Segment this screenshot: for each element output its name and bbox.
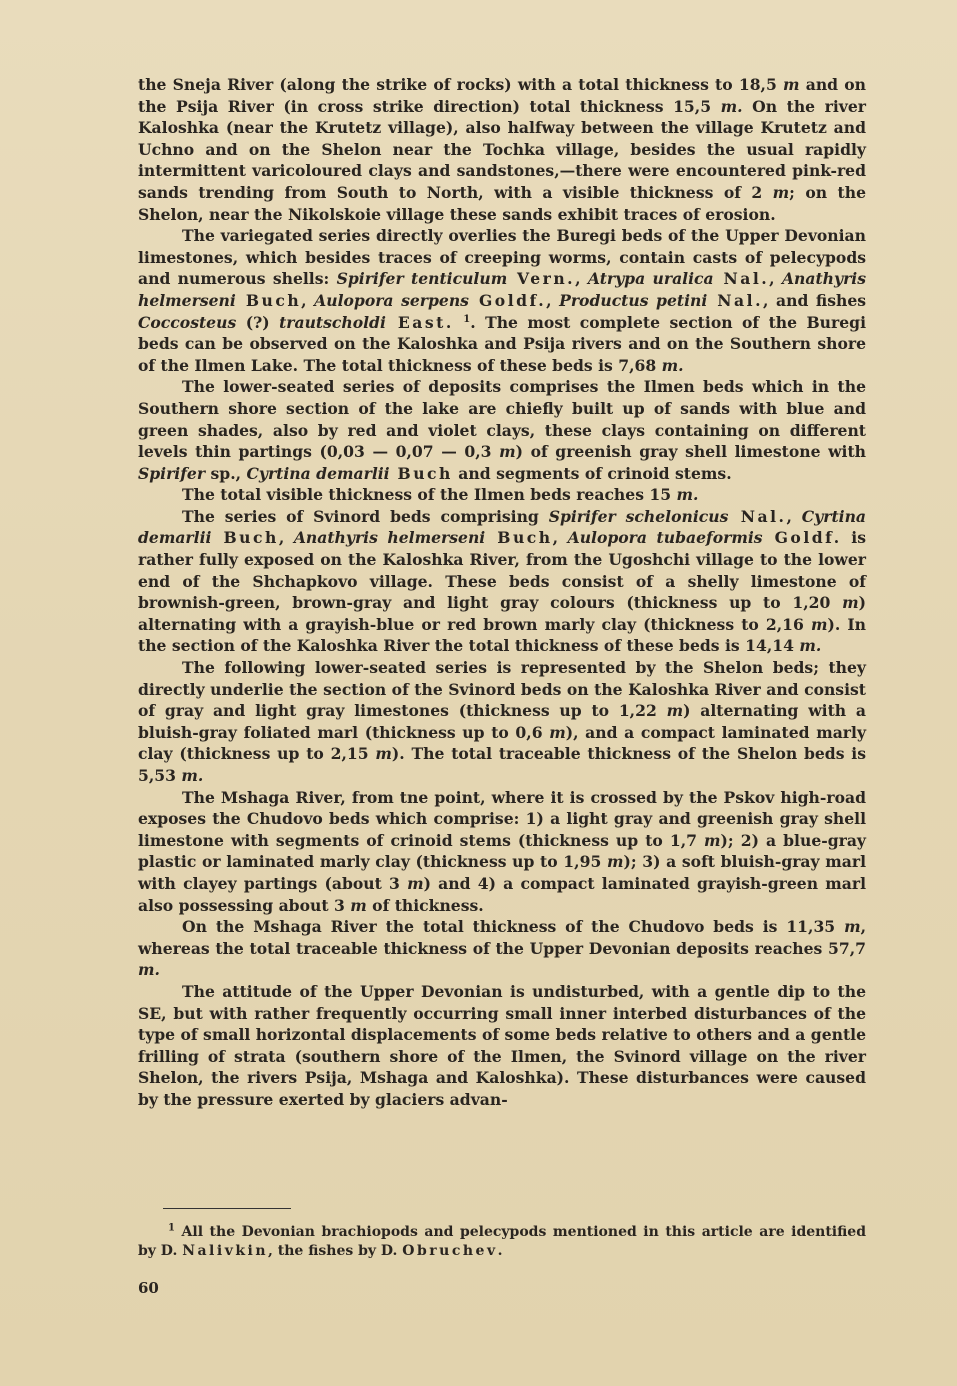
author-name: Goldf. xyxy=(762,528,842,548)
footnote-mark: 1 xyxy=(168,1222,175,1234)
italic-text: Cyrtina demarlii xyxy=(246,463,390,483)
text-run: , whereas the total traceable thickness of the Upper Devonian deposits reaches 57,7 xyxy=(138,917,866,958)
footnote-rule xyxy=(163,1208,291,1209)
text-run: ) of greenish gray shell limestone with xyxy=(515,442,866,462)
footnote xyxy=(138,1223,866,1261)
body-text xyxy=(138,74,866,1111)
text-run xyxy=(454,313,463,332)
page-number: 60 xyxy=(138,1279,159,1297)
text-run: , xyxy=(546,290,560,310)
author-name: Obruchev xyxy=(402,1243,498,1259)
author-name: Buch xyxy=(389,463,453,483)
text-run: ); 3) a soft bluish-gray marl with clayey partings (about 3 xyxy=(138,852,866,893)
text-run: The following lower-seated series is represented by the Shelon beds; they directly underlie the section of the Svinord beds on the Kaloshka River and consist of gray and light gray limestones (thickness up to 1,22 xyxy=(138,658,866,721)
paragraph xyxy=(138,506,866,657)
italic-text: m. xyxy=(676,485,699,505)
italic-text: Spirifer schelonicus xyxy=(548,506,729,526)
italic-text: m. xyxy=(138,960,160,980)
author-name: Nal. xyxy=(713,269,770,289)
text-run: , xyxy=(575,269,588,289)
italic-text: Atrypa uralica xyxy=(587,269,714,289)
italic-text: Anathyris helmerseni xyxy=(138,269,866,310)
paragraph xyxy=(138,981,866,1111)
paragraph xyxy=(138,484,866,506)
italic-text: m. xyxy=(799,636,822,656)
text-run: ), and a compact laminated marly clay (thickness up to 2,15 xyxy=(138,722,866,764)
italic-text: m xyxy=(350,895,367,915)
text-run: , xyxy=(278,528,294,548)
italic-text: Aulopora serpens xyxy=(314,290,469,310)
text-run: . The most complete section of the Buregi beds can be observed on the Kaloshka and Psija rivers and on the Southern shore of the Ilmen Lake. The total thickness of these beds is 7,68 xyxy=(138,312,866,375)
author-name: Buch xyxy=(235,290,302,310)
italic-text: Productus petini xyxy=(559,290,708,310)
italic-text: Anathyris helmerseni xyxy=(293,528,486,548)
italic-text: Spirifer tenticulum xyxy=(336,269,508,289)
italic-text: Coccosteus xyxy=(138,312,237,332)
italic-text: m xyxy=(606,852,624,872)
text-run: On the river Kaloshka (near the Krutetz village), also halfway between the village Krutetz and Uchno and on the Shelon near the Tochka village, besides the usual rapidly intermittent varicoloured clays and sandstones,—there were encountered pink-red sands trending from South to North, with a visible thickness of 2 xyxy=(138,96,866,202)
italic-text: Cyrtina demarlii xyxy=(138,506,867,548)
italic-text: m xyxy=(844,917,861,937)
paragraph xyxy=(138,225,866,376)
paragraph xyxy=(138,657,866,787)
text-run: The Mshaga River, from tne point, where it is crossed by the Pskov high-road exposes the Chudovo beds which comprise: 1) a light gray and greenish gray shell limestone with segments of crinoid stems (thickness up to 1,7 xyxy=(138,787,866,850)
text-run: , xyxy=(301,290,315,310)
text-run: On the Mshaga River the total thickness of the Chudovo beds is 11,35 xyxy=(182,917,845,937)
paragraph xyxy=(138,916,866,981)
italic-text: m xyxy=(810,614,828,634)
text-run: ) alternating with a grayish-blue or red brown marly clay (thickness to 2,16 xyxy=(138,593,866,634)
author-name: Buch xyxy=(485,528,553,548)
text-run: and on the Psija River (in cross strike direction) total thickness 15,5 xyxy=(138,75,866,116)
text-run: the Sneja River (along the strike of rocks) with a total thickness to 18,5 xyxy=(138,75,784,94)
italic-text: m xyxy=(499,442,516,462)
italic-text: Aulopora tubaeformis xyxy=(567,528,763,548)
author-name: Nal. xyxy=(728,506,787,526)
text-run: of thickness. xyxy=(366,895,484,915)
italic-text: m. xyxy=(720,96,743,116)
text-run: The attitude of the Upper Devonian is undisturbed, with a gentle dip to the SE, but with rather frequently occurring small inner interbed disturbances of the type of small horizontal displacements of some beds relative to others and a gentle frilling of strata (southern shore of the Ilmen, the Svinord village on the river Shelon, the rivers Psija, Mshaga and Kaloshka). These disturbances were caused by the pressure exerted by glaciers advan- xyxy=(138,981,867,1109)
author-name: Vern. xyxy=(507,269,576,289)
italic-text: m xyxy=(704,830,721,850)
text-run: , xyxy=(552,528,568,548)
text-run: All the Devonian brachiopods and pelecypods mentioned in this article are identified by D. xyxy=(138,1224,866,1259)
text-run: The lower-seated series of deposits comprises the Ilmen beds which in the Southern shore section of the lake are chiefly built up of sands with blue and green shades, also by red and violet clays, these clays containing on different levels thin partings (0,03 — 0,07 — 0,3 xyxy=(138,377,866,462)
footnote-mark: 1 xyxy=(463,313,471,325)
text-run: The series of Svinord beds comprising xyxy=(182,506,549,526)
text-run: sp., xyxy=(205,463,247,483)
paragraph xyxy=(138,787,866,917)
paragraph xyxy=(138,376,866,484)
text-run: ). In the section of the Kaloshka River the total thickness of these beds is 14,14 xyxy=(138,614,866,656)
text-run: and segments of crinoid stems. xyxy=(452,463,732,483)
text-run: is rather fully exposed on the Kaloshka River, from the Ugoshchi village to the lower end of the Shchapkovo village. These beds consist of a shelly limestone of brownish-green, brown-gray and light gray colours (thickness up to 1,20 xyxy=(138,528,866,613)
text-run: , the fishes by D. xyxy=(268,1243,403,1259)
italic-text: trautscholdi xyxy=(279,312,386,332)
text-run: The variegated series directly overlies the Buregi beds of the Upper Devonian limestones, which besides traces of creeping worms, contain casts of pelecypods and numerous shells: xyxy=(138,226,866,289)
text-run: ) and 4) a compact laminated grayish-green marl also possessing about 3 xyxy=(138,873,866,915)
italic-text: m xyxy=(407,873,424,893)
italic-text: m xyxy=(783,75,800,94)
text-run: ) alternating with a bluish-gray foliated marl (thickness up to 0,6 xyxy=(138,701,866,742)
text-run: ); 2) a blue-gray plastic or laminated marly clay (thickness up to 1,95 xyxy=(138,830,866,872)
paragraph xyxy=(138,74,866,225)
italic-text: m. xyxy=(181,766,204,785)
author-name: Buch xyxy=(211,528,279,548)
italic-text: m xyxy=(772,182,790,202)
text-run: , xyxy=(786,506,802,526)
italic-text: m. xyxy=(661,355,684,375)
author-name: Nal. xyxy=(707,290,764,310)
text-run: , xyxy=(769,269,782,289)
text-run: , and fishes xyxy=(763,290,867,310)
italic-text: m xyxy=(375,744,392,764)
text-run: ; on the Shelon, near the Nikolskoie village these sands exhibit traces of erosion. xyxy=(138,182,866,224)
author-name: East. xyxy=(385,312,454,332)
italic-text: Spirifer xyxy=(138,463,206,483)
text-run: . xyxy=(497,1243,503,1259)
italic-text: m xyxy=(666,701,684,721)
author-name: Goldf. xyxy=(468,290,547,310)
author-name: Nalivkin xyxy=(182,1243,269,1259)
text-run: ). The total traceable thickness of the Shelon beds is 5,53 xyxy=(138,744,866,785)
italic-text: m xyxy=(842,593,859,613)
text-run: The total visible thickness of the Ilmen beds reaches 15 xyxy=(182,485,677,505)
text-run: (?) xyxy=(236,312,280,332)
italic-text: m xyxy=(549,722,566,742)
